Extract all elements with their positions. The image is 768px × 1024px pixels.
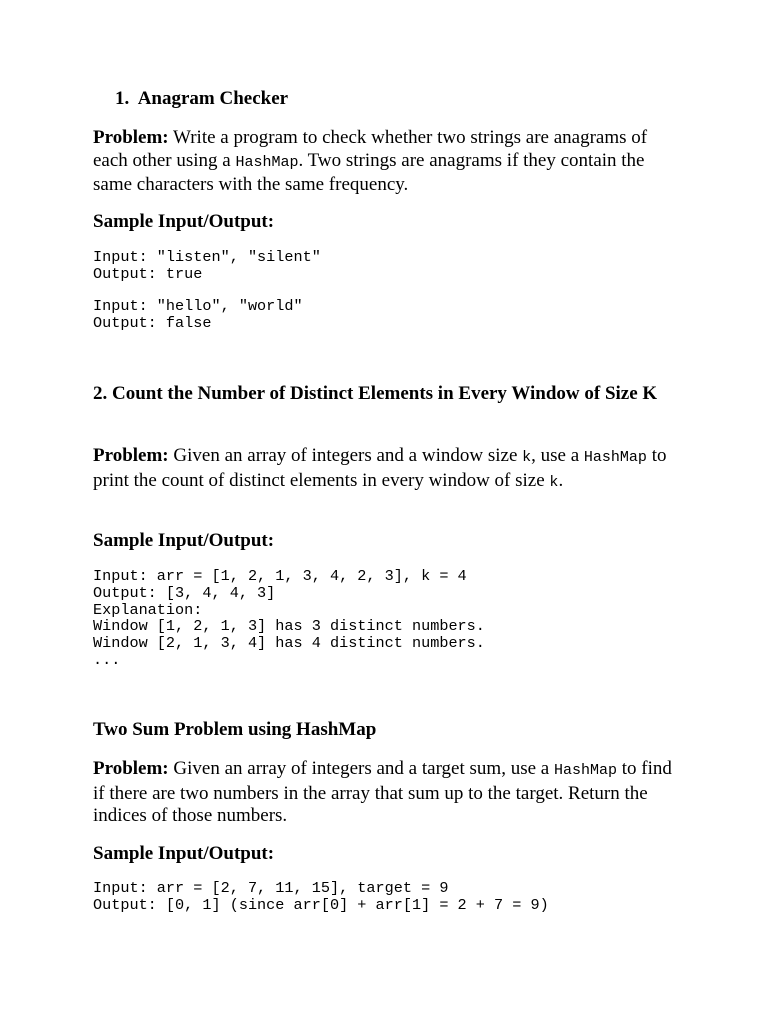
section-3-heading: Two Sum Problem using HashMap [93,719,377,740]
section-1-title: Anagram Checker [137,88,289,109]
section-3-code-block: Input: arr = [2, 7, 11, 15], target = 9 Output: [0, 1] (since arr[0] + arr[1] = 2 + 7 = 9) [93,879,549,914]
section-1-problem [93,127,683,197]
problem-text: . Two strings are anagrams if they contain the same characters with the same frequency. [93,149,645,196]
section-2-heading: 2. Count the Number of Distinct Elements in Every Window of Size K [93,383,658,404]
inline-code: k [549,473,559,491]
problem-text: Write a program to check whether two strings are anagrams of each other using a [93,127,648,171]
inline-code: HashMap [583,449,647,466]
problem-text: to print the count of distinct elements in every window of size [93,445,667,491]
inline-code: HashMap [553,762,617,779]
inline-code: k [522,449,532,466]
problem-text: to find if there are two numbers in the array that sum up to the target. Return the indices of those numbers. [93,758,672,827]
section-3-sample-heading: Sample Input/Output: [93,843,275,864]
problem-text: , use a [531,445,584,466]
section-1-code-block-2: Input: "hello", "world" Output: false [93,297,303,332]
section-2-sample-heading: Sample Input/Output: [93,530,275,551]
inline-code: HashMap [235,153,299,171]
problem-text: Given an array of integers and a window size [168,445,523,466]
problem-text: . [558,469,564,491]
section-3-problem [93,758,683,828]
problem-label: Problem: [93,127,169,148]
problem-label: Problem: [93,445,169,466]
section-1-sample-heading: Sample Input/Output: [93,211,275,232]
problem-label: Problem: [93,758,169,779]
problem-text: Given an array of integers and a target sum, use a [168,758,554,779]
section-1-heading [115,88,288,111]
section-2-code-block: Input: arr = [1, 2, 1, 3, 4, 2, 3], k = 4 Output: [3, 4, 4, 3] Explanation: Window [1, 2, 1, 3] has 3 distinct numbers. Window [2, 1, 3, 4] has 4 distinct numbers. ... [93,567,485,669]
section-1-code-block-1: Input: "listen", "silent" Output: true [93,248,321,283]
section-2-problem [93,445,683,494]
section-1-number: 1. [115,88,130,109]
